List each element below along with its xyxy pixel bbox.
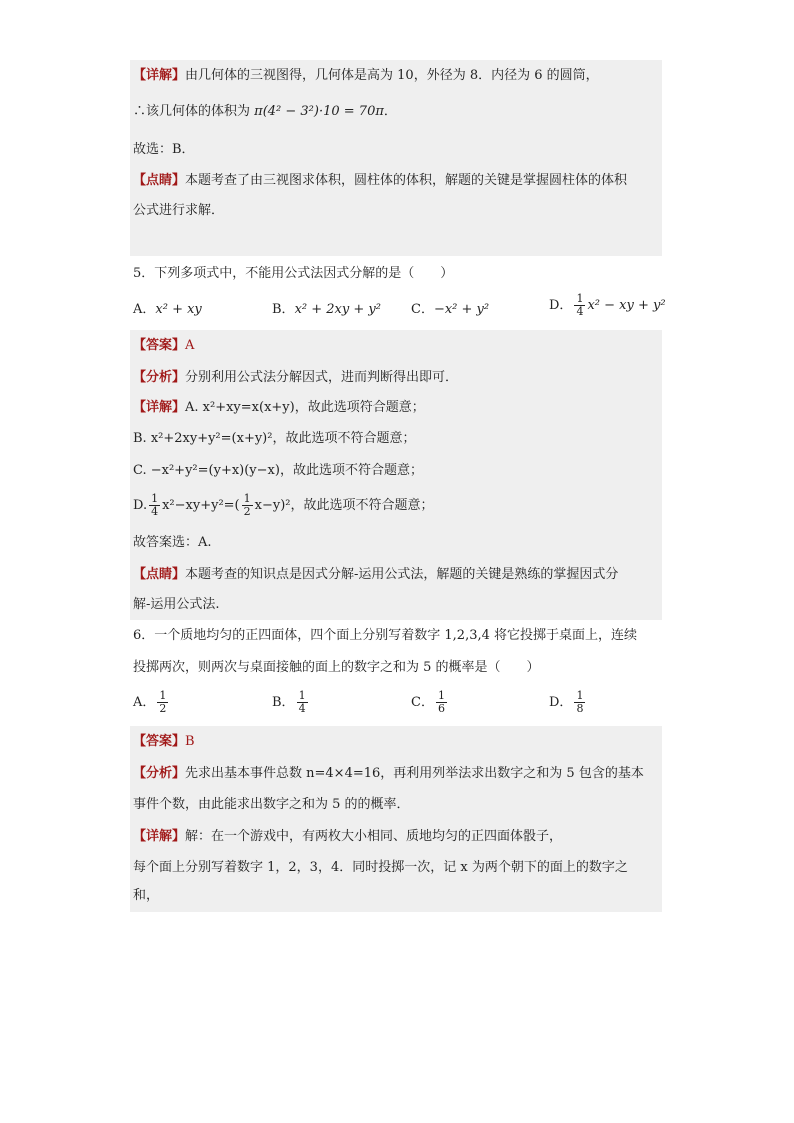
fraction: $\frac{1}{4}$ <box>576 292 584 318</box>
q6-answer: 【答案】B <box>133 734 195 749</box>
fraction: $\frac{1}{2}$ <box>159 689 167 715</box>
volume-formula: π(4² − 3²)·10 = 70π <box>254 104 384 119</box>
q5-detail-a: 【详解】A. x²+xy=x(x+y)，故此选项符合题意； <box>133 400 425 415</box>
q6-option-a: A． $\frac{1}{2}$ <box>133 689 167 715</box>
q6-option-d: D． $\frac{1}{8}$ <box>549 689 584 715</box>
q5-answer: 【答案】A <box>133 338 195 353</box>
fraction: $\frac{1}{8}$ <box>576 689 584 715</box>
q5-option-a: A．x² + xy <box>133 302 202 317</box>
q5-option-d: D． $\frac{1}{4}$ x² − xy + y² <box>549 292 666 318</box>
q6-option-b: B． $\frac{1}{4}$ <box>272 689 306 715</box>
q5-detail-d: D. $\frac{1}{4}$ x²−xy+y²=( $\frac{1}{2}$ x−y)²，故此选项不符合题意； <box>133 492 434 518</box>
q6-detail-line1: 【详解】解：在一个游戏中，有两枚大小相同、质地均匀的正四面体骰子， <box>133 829 563 844</box>
q6-analysis-line2: 事件个数，由此能求出数字之和为 5 的的概率． <box>133 797 410 812</box>
q5-analysis: 【分析】分别利用公式法分解因式，进而判断得出即可． <box>133 370 459 385</box>
q5-detail-c: C. −x²+y²=(y+x)(y−x)，故此选项不符合题意； <box>133 463 423 478</box>
fraction: $\frac{1}{4}$ <box>151 492 159 518</box>
q6-detail-line2: 每个面上分别写着数字 1，2，3，4．同时投掷一次，记 x 为两个朝下的面上的数字之 <box>133 860 628 875</box>
fraction: $\frac{1}{6}$ <box>437 689 445 715</box>
q4-detail-line: 【详解】由几何体的三视图得，几何体是高为 10，外径为 8．内径为 6 的圆筒， <box>133 68 599 83</box>
fraction: $\frac{1}{4}$ <box>298 689 306 715</box>
q6-analysis-line1: 【分析】先求出基本事件总数 n=4×4=16，再利用列举法求出数字之和为 5 包含的基本 <box>133 766 644 781</box>
fraction: $\frac{1}{2}$ <box>243 492 251 518</box>
q5-comment-line2: 解-运用公式法. <box>133 597 220 612</box>
q5-option-b: B．x² + 2xy + y² <box>272 302 381 317</box>
q6-stem-line1: 6．一个质地均匀的正四面体，四个面上分别写着数字 1,2,3,4 将它投掷于桌面上，连续 <box>133 628 638 643</box>
q4-volume-line: ∴该几何体的体积为 π(4² − 3²)·10 = 70π． <box>133 104 397 119</box>
q4-comment-line1: 【点睛】本题考查了由三视图求体积，圆柱体的体积，解题的关键是掌握圆柱体的体积 <box>133 173 628 188</box>
solution-block-q6 <box>130 726 662 912</box>
q5-option-c: C．−x² + y² <box>411 302 490 317</box>
q6-option-c: C． $\frac{1}{6}$ <box>411 689 445 715</box>
detail-tag: 【详解】 <box>133 68 186 83</box>
comment-tag: 【点睛】 <box>133 173 186 188</box>
q5-comment-line1: 【点睛】本题考查的知识点是因式分解-运用公式法，解题的关键是熟练的掌握因式分 <box>133 567 619 582</box>
q6-detail-line3: 和， <box>133 888 160 903</box>
q4-choose: 故选：B． <box>133 142 195 157</box>
q5-conclusion: 故答案选：A. <box>133 535 212 550</box>
q5-detail-b: B. x²+2xy+y²=(x+y)²，故此选项不符合题意； <box>133 431 416 446</box>
q6-stem-line2: 投掷两次，则两次与桌面接触的面上的数字之和为 5 的概率是（ ） <box>133 660 540 675</box>
q5-stem: 5．下列多项式中，不能用公式法因式分解的是（ ） <box>133 266 454 281</box>
solution-block-q4 <box>130 60 662 256</box>
q4-comment-line2: 公式进行求解． <box>133 203 225 218</box>
